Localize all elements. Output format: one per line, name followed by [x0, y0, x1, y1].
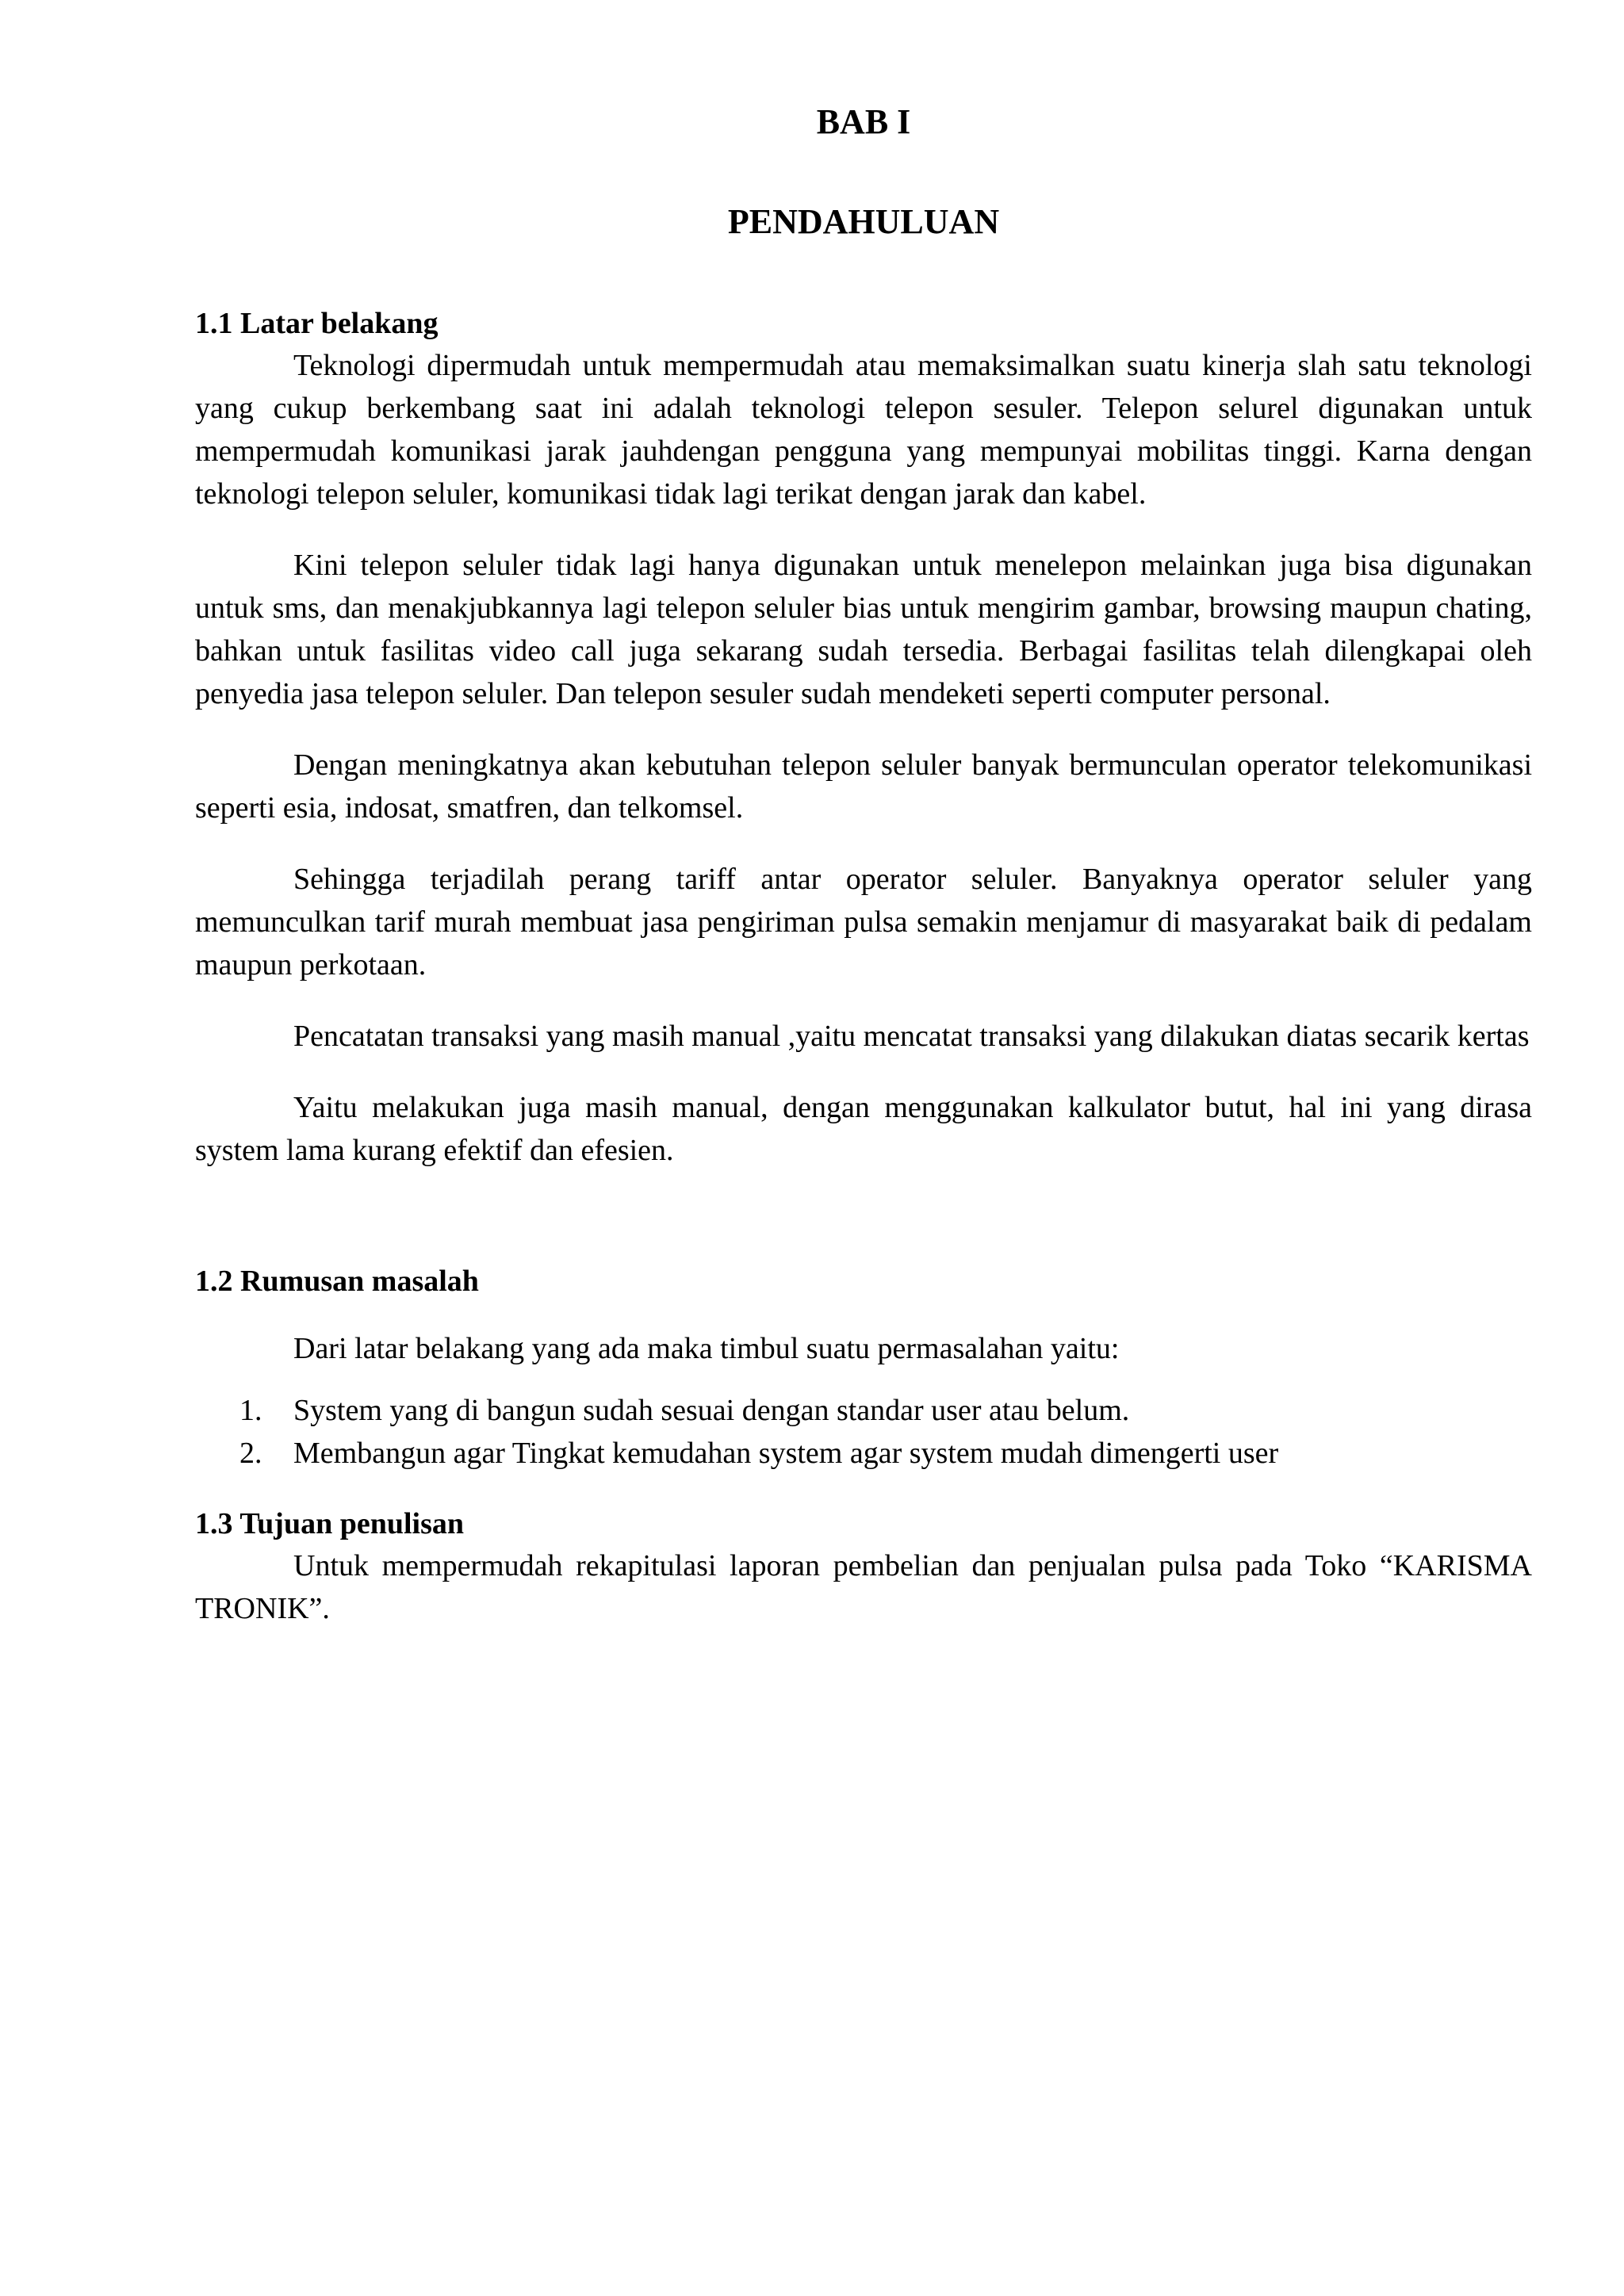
paragraph: Untuk mempermudah rekapitulasi laporan pembelian dan penjualan pulsa pada Toko “KARISMA TRONIK”.	[195, 1549, 1532, 1625]
list-item-number: 1.	[239, 1394, 262, 1427]
section-heading-rumusan-masalah: 1.2 Rumusan masalah	[195, 1265, 479, 1298]
chapter-label: BAB I	[816, 102, 911, 141]
list-item-number: 2.	[239, 1437, 262, 1470]
section-heading-tujuan-penulisan: 1.3 Tujuan penulisan	[195, 1507, 465, 1540]
list-item-text: Membangun agar Tingkat kemudahan system agar system mudah dimengerti user	[293, 1437, 1279, 1470]
paragraph: Dari latar belakang yang ada maka timbul suatu permasalahan yaitu:	[293, 1332, 1120, 1365]
chapter-title: PENDAHULUAN	[727, 202, 1000, 241]
paragraph: Sehingga terjadilah perang tariff antar operator seluler. Banyaknya operator seluler yang memunculkan tarif murah membuat jasa pengiriman pulsa semakin menjamur di masyarakat baik di pedalam maupun perkotaan.	[195, 863, 1532, 982]
paragraph: Yaitu melakukan juga masih manual, dengan menggunakan kalkulator butut, hal ini yang dirasa system lama kurang efektif dan efesien.	[195, 1091, 1532, 1167]
document-content	[195, 101, 1532, 1630]
section-heading-latar-belakang: 1.1 Latar belakang	[195, 307, 439, 340]
paragraph: Pencatatan transaksi yang masih manual ,yaitu mencatat transaksi yang dilakukan diatas secarik kertas	[293, 1020, 1530, 1053]
paragraph: Kini telepon seluler tidak lagi hanya digunakan untuk menelepon melainkan juga bisa digunakan untuk sms, dan menakjubkannya lagi telepon seluler bias untuk mengirim gambar, browsing maupun chating, bahkan untuk fasilitas video call juga sekarang sudah tersedia. Berbagai fasilitas telah dilengkapai oleh penyedia jasa telepon seluler. Dan telepon sesuler sudah mendeketi seperti computer personal.	[195, 549, 1532, 710]
list-item	[195, 1389, 1532, 1432]
paragraph: Teknologi dipermudah untuk mempermudah atau memaksimalkan suatu kinerja slah satu teknologi yang cukup berkembang saat ini adalah teknologi telepon sesuler. Telepon selurel digunakan untuk mempermudah komunikasi jarak jauhdengan pengguna yang mempunyai mobilitas tinggi. Karna dengan teknologi telepon seluler, komunikasi tidak lagi terikat dengan jarak dan kabel.	[195, 349, 1532, 511]
list-item	[195, 1432, 1532, 1475]
paragraph: Dengan meningkatnya akan kebutuhan telepon seluler banyak bermunculan operator telekomunikasi seperti esia, indosat, smatfren, dan telkomsel.	[195, 748, 1532, 825]
list-item-text: System yang di bangun sudah sesuai dengan standar user atau belum.	[293, 1394, 1130, 1427]
numbered-list	[195, 1389, 1532, 1475]
